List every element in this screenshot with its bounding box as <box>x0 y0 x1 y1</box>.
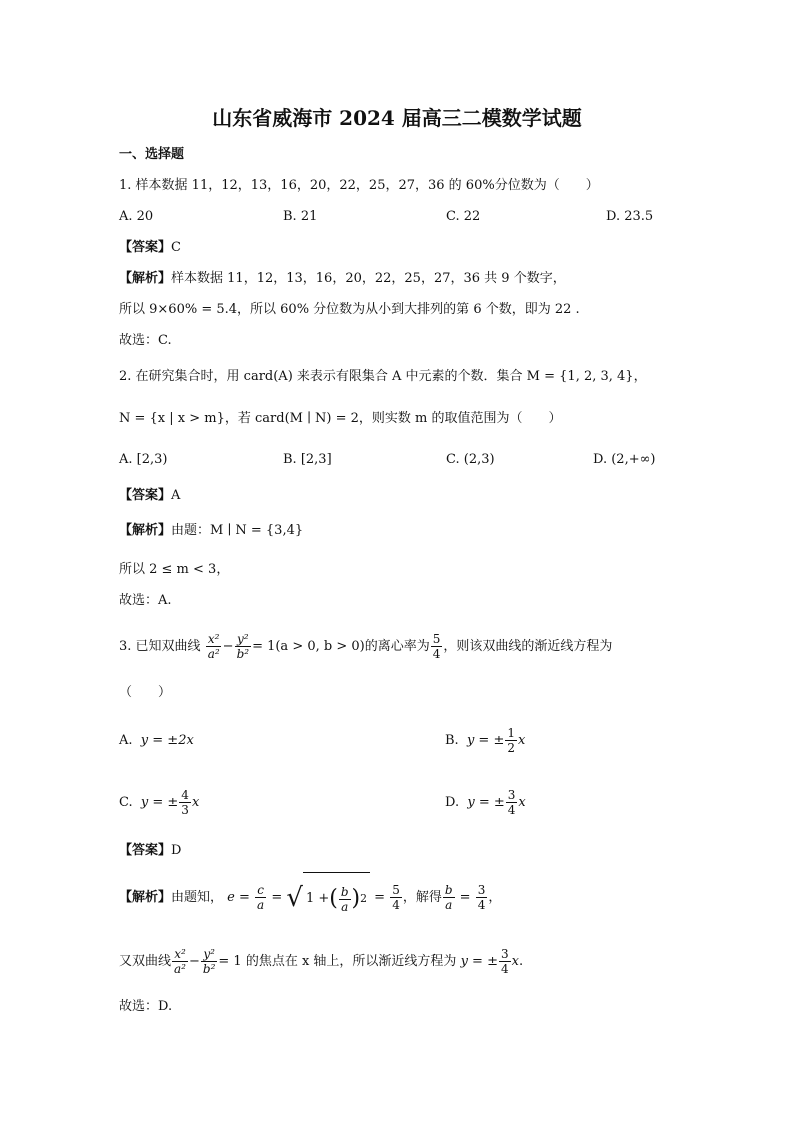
answer-value: D <box>171 843 182 858</box>
q3-stem-mid: 的离心率为 <box>364 639 430 654</box>
q1-choose: 故选：C. <box>119 333 172 348</box>
q3-analysis-line2: 又双曲线 $\frac{\text{x²}}{\text{a²}}$ − $\frac{\text{y²}}{\text{b²}}$ = 1 的焦点在 x 轴上，所以渐近线方程为 y = ± $\frac{3}{4}$ x. <box>119 947 524 976</box>
q3-answer <box>119 842 181 860</box>
answer-value: A <box>171 488 181 503</box>
answer-label: 【答案】 <box>119 488 172 503</box>
q1-option-b: B. 21 <box>283 209 318 224</box>
question-2-stem-line2: N = {x | x > m}，若 card(M ∣ N) = 2，则实数 m 的取值范围为（ ） <box>119 411 562 426</box>
q3-option-c: C. y = ± $\frac{4}{3}$ x <box>119 788 200 817</box>
q2-option-d: D. (2,+∞) <box>593 452 656 467</box>
c-over-a: $\frac{c}{a}$ <box>257 883 265 912</box>
question-1-stem: 1. 样本数据 11，12，13，16，20，22，25，27，36 的 60%分位数为（ ） <box>119 178 599 193</box>
q2-option-c: C. (2,3) <box>446 452 495 467</box>
q2-analysis <box>119 522 303 540</box>
q2-choose: 故选：A. <box>119 593 172 608</box>
section-heading: 一、选择题 <box>119 147 185 162</box>
analysis-label: 【解析】 <box>119 271 172 286</box>
answer-label: 【答案】 <box>119 240 172 255</box>
q1-analysis-line2: 所以 9×60% = 5.4，所以 60% 分位数为从小到大排列的第 6 个数，即为 22 . <box>119 302 580 317</box>
analysis-label: 【解析】 <box>119 523 172 538</box>
q2-analysis-line2: 所以 2 ≤ m < 3， <box>119 562 230 577</box>
q3-stem-suffix: ，则该双曲线的渐近线方程为 <box>443 639 613 654</box>
q2-option-a: A. [2,3) <box>119 452 168 467</box>
q3-eq-tail: = 1(a > 0, b > 0) <box>252 639 365 654</box>
answer-label: 【答案】 <box>119 843 172 858</box>
five-quarters: $\frac{5}{4}$ <box>392 883 400 912</box>
q3-option-a: A. y = ±2x <box>119 733 194 748</box>
q1-option-a: A. 20 <box>119 209 154 224</box>
sqrt-expression: √ 1 + ( $\frac{b}{a}$ ) 2 <box>286 872 370 923</box>
q2-answer <box>119 487 180 505</box>
q3-choose: 故选：D. <box>119 999 173 1014</box>
q3-stem-paren: （ ） <box>119 685 172 700</box>
analysis-text: 由题：M ∣ N = {3,4} <box>171 523 304 538</box>
answer-value: C <box>171 240 181 255</box>
question-3-stem: 3. 已知双曲线 $\frac{\text{x²}}{\text{a²}}$ − $\frac{\text{y²}}{\text{b²}}$ = 1(a > 0, b > 0)的离心率为 $\frac{5}{4}$ ，则该双曲线的渐近线方程为 <box>119 632 613 661</box>
eccentricity-fraction: $\frac{5}{4}$ <box>432 632 441 661</box>
question-2-stem-line1: 2. 在研究集合时，用 card(A) 来表示有限集合 A 中元素的个数．集合 M = {1, 2, 3, 4}， <box>119 369 647 384</box>
q1-answer <box>119 239 181 257</box>
hyperbola-x-term: $\frac{\text{x²}}{\text{a²}}$ <box>207 632 220 661</box>
q1-option-c: C. 22 <box>446 209 481 224</box>
analysis-label: 【解析】 <box>119 890 172 905</box>
q2-option-b: B. [2,3] <box>283 452 332 467</box>
page-title: 山东省威海市 2024 届高三二模数学试题 <box>212 106 582 130</box>
q1-option-d: D. 23.5 <box>606 209 654 224</box>
hyperbola-y-term: $\frac{\text{y²}}{\text{b²}}$ <box>236 632 250 661</box>
q1-analysis <box>119 270 566 288</box>
analysis-text: 样本数据 11，12，13，16，20，22，25，27，36 共 9 个数字， <box>171 271 566 286</box>
q3-option-b: B. y = ± $\frac{1}{2}$ x <box>445 726 526 755</box>
q3-option-d: D. y = ± $\frac{3}{4}$ x <box>445 788 526 817</box>
q3-analysis: 【解析】由题知， e = $\frac{c}{a}$ = √ 1 + ( $\frac{b}{a}$ ) 2 = $\frac{5}{4}$ ，解得 $\frac{b}{a}$ = $\frac{3}{4}$ ， <box>119 872 501 923</box>
q3-stem-prefix: 3. 已知双曲线 <box>119 639 201 654</box>
